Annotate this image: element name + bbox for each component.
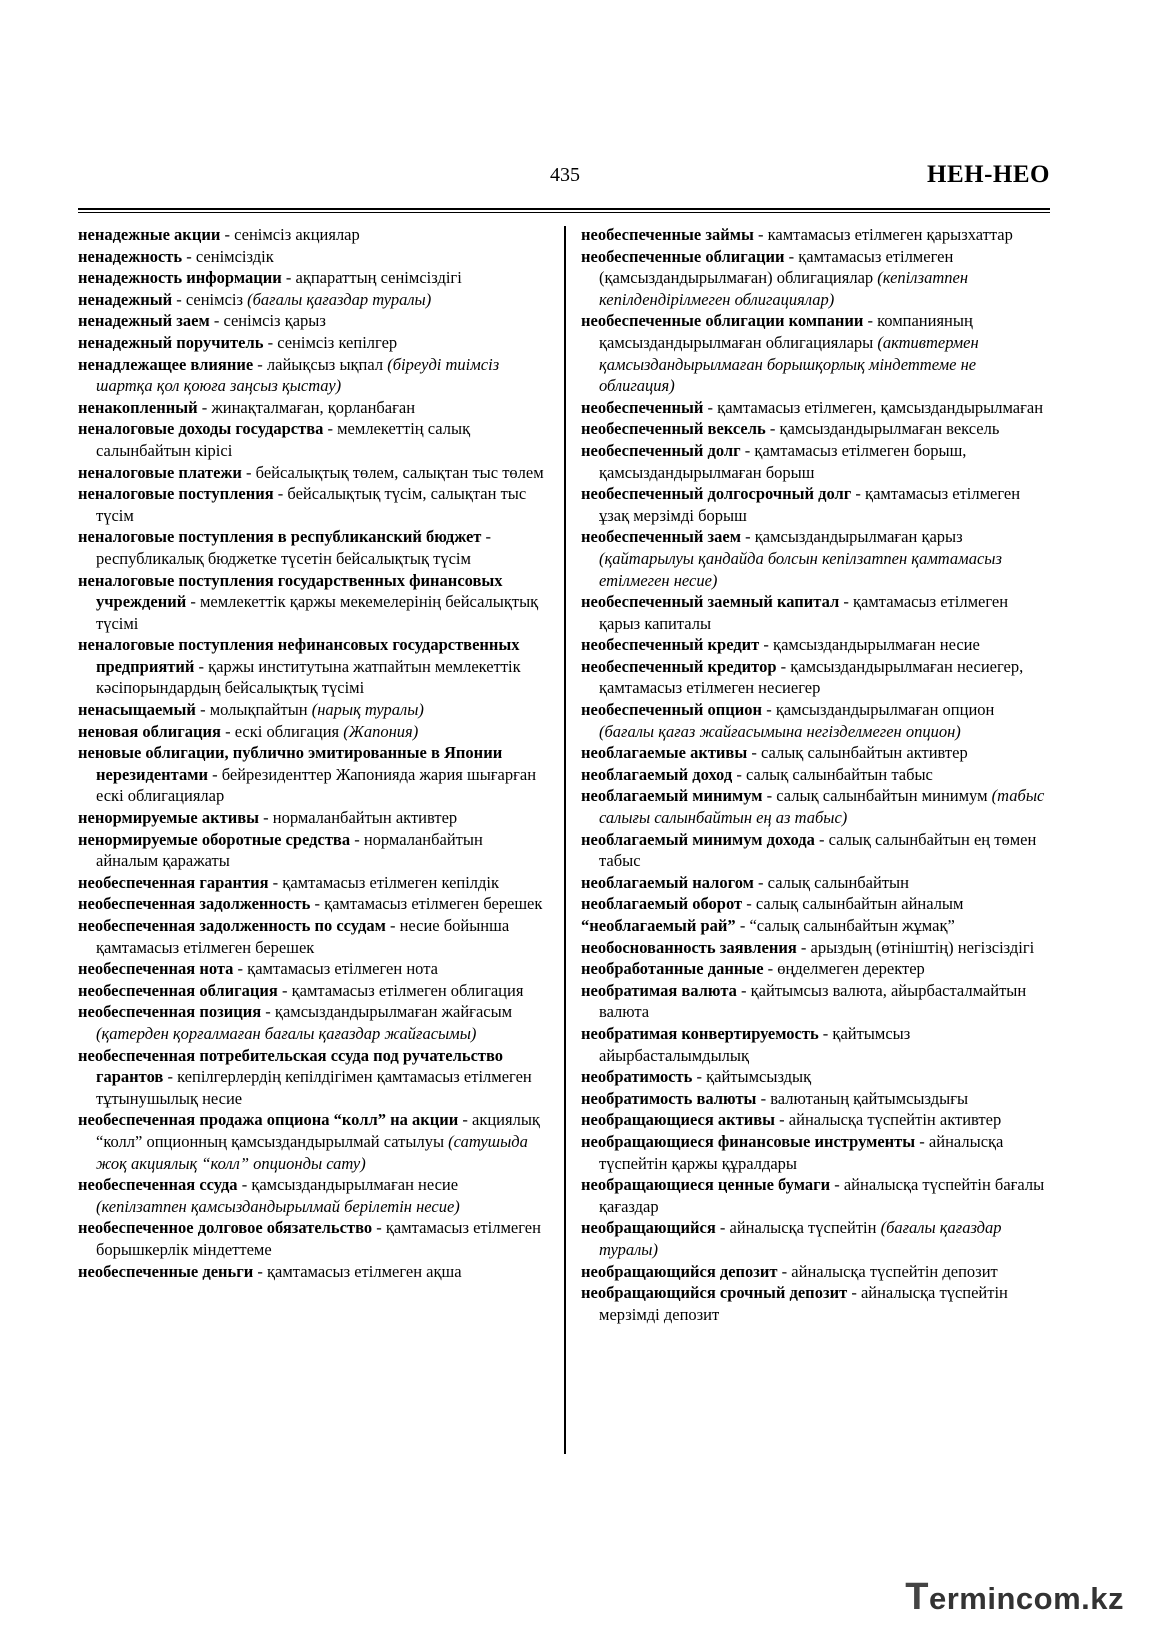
dictionary-entry: необратимая конвертируемость - қайтымсыз айырбасталымдылық xyxy=(581,1023,911,1065)
entry-term: ненадежность информации xyxy=(78,268,282,288)
entry-translation: валютаның қайтымсыздығы xyxy=(770,1088,969,1108)
dictionary-entry: необлагаемый оборот - салық салынбайтын айналым xyxy=(581,894,964,914)
dictionary-entry: неналоговые поступления государственных финансовых учреждений - мемлекеттік қаржы мекемелерінің бейсалықтық түсімі xyxy=(78,570,539,633)
entry-translation: арыздың (өтініштің) негізсіздігі xyxy=(810,937,1035,957)
entry-note: (табыс салығы салынбайтын ең аз табыс) xyxy=(599,786,1045,828)
entry-term: необработанные данные xyxy=(581,959,764,979)
entry-translation: салық салынбайтын активтер xyxy=(760,743,968,763)
dictionary-entry: необеспеченная облигация - қамтамасыз етілмеген облигация xyxy=(78,980,524,1000)
column-divider xyxy=(564,226,566,1454)
entry-term: необратимая валюта xyxy=(581,980,737,1000)
entry-translation: қамтамасыз етілмеген берешек xyxy=(324,894,543,914)
entry-term: неновые облигации, публично эмитированные в Японии нерезидентами xyxy=(78,743,503,784)
entry-note: (Жапония) xyxy=(343,721,419,741)
dictionary-entry: необработанные данные - өңделмеген деректер xyxy=(581,959,925,979)
entry-translation: нормаланбайтын айналым қаражаты xyxy=(96,829,483,871)
entry-term: неновая облигация xyxy=(78,721,221,741)
dictionary-entry: ненакопленный - жинақталмаған, қорланбаған xyxy=(78,397,416,417)
dictionary-entry: необращающиеся активы - айналысқа түспейтін активтер xyxy=(581,1110,1002,1130)
dictionary-entry: ненадежные акции - сенімсіз акциялар xyxy=(78,225,360,244)
header-rule xyxy=(78,208,1050,210)
dictionary-entry: ненадежный заем - сенімсіз қарыз xyxy=(78,311,326,331)
dictionary-entry: необращающиеся финансовые инструменты - айналысқа түспейтін қаржы құралдары xyxy=(581,1131,1004,1173)
entry-term: ненадежность xyxy=(78,246,183,266)
site-watermark xyxy=(905,1576,1124,1619)
entry-translation: сенімсіз қарыз xyxy=(223,311,326,331)
entry-term: ненадежный xyxy=(78,289,173,309)
entry-term: необеспеченный xyxy=(581,397,704,417)
dictionary-entry: необеспеченное долговое обязательство - қамтамасыз етілмеген борышкерлік міндеттеме xyxy=(78,1218,541,1259)
entry-note: (сатушыда жоқ акциялық “колл” опционды сату) xyxy=(96,1131,528,1173)
entry-term: необеспеченный кредит xyxy=(581,635,760,655)
dictionary-entry: неналоговые поступления в республиканский бюджет - республикалық бюджетке түсетін бейсалықтық түсім xyxy=(78,527,492,568)
entry-translation: қайтымсыз валюта, айырбасталмайтын валюта xyxy=(599,980,1027,1022)
entry-term: необеспеченный кредитор xyxy=(581,656,777,676)
entry-translation: салық салынбайтын минимум xyxy=(776,786,988,806)
entry-translation: қайтымсыз айырбасталымдылық xyxy=(599,1023,911,1065)
dictionary-entry: необеспеченный кредитор - қамсыздандырылмаған несиегер, қамтамасыз етілмеген несиегер xyxy=(581,656,1024,698)
dictionary-entry: необеспеченный долгосрочный долг - қамтамасыз етілмеген ұзақ мерзімді борыш xyxy=(581,484,1021,525)
entry-term: ненасыщаемый xyxy=(78,700,196,720)
entry-term: необеспеченная потребительская ссуда под ручательство гарантов xyxy=(78,1045,504,1087)
entry-translation: салық салынбайтын айналым xyxy=(755,894,964,914)
entry-translation: несие бойынша қамтамасыз етілмеген берешек xyxy=(96,916,510,957)
dictionary-entry: необеспеченная гарантия - қамтамасыз етілмеген кепілдік xyxy=(78,872,500,892)
entry-term: ненормируемые активы xyxy=(78,808,260,828)
entry-translation: қамтамасыз етілмеген ұзақ мерзімді борыш xyxy=(599,484,1021,525)
dictionary-entry: необратимость - қайтымсыздық xyxy=(581,1067,812,1087)
dictionary-entry: необеспеченные займы - камтамасыз етілмеген қарызхаттар xyxy=(581,225,1013,244)
watermark-letter: T xyxy=(905,1576,929,1618)
entry-term: неналоговые поступления государственных финансовых учреждений xyxy=(78,570,503,612)
entry-term: “необлагаемый рай” xyxy=(581,916,736,935)
entry-term: необеспеченный вексель xyxy=(581,419,766,439)
entry-translation: бейрезиденттер Жапонияда жария шығарған ескі облигациялар xyxy=(96,764,537,806)
section-title: НЕН-НЕО xyxy=(927,161,1050,188)
entry-term: неналоговые поступления в республиканский бюджет xyxy=(78,527,482,547)
entry-translation: кепілгерлердің кепілдігімен қамтамасыз етілмеген тұтынушылық несие xyxy=(96,1067,532,1108)
header-rule-thin xyxy=(78,212,1050,213)
entry-translation: қамтамасыз етілмеген борышкерлік міндеттеме xyxy=(96,1218,541,1259)
entry-term: необращающийся депозит xyxy=(581,1261,778,1281)
entry-translation: қамсыздандырылмаған қарыз xyxy=(754,527,963,547)
entry-translation: қамтамасыз етілмеген облигация xyxy=(291,980,524,1000)
entry-translation: молықпайтын xyxy=(209,700,308,720)
entry-note: (активтермен қамсыздандырылмаған борышқорлық міндеттеме не облигация) xyxy=(599,332,979,396)
dictionary-entry: необеспеченный опцион - қамсыздандырылмаған опцион (бағалы қағаз жайғасымына негізделмеген опцион) xyxy=(581,700,995,741)
entry-term: необеспеченные займы xyxy=(581,225,754,244)
entry-term: необеспеченная облигация xyxy=(78,980,278,1000)
dictionary-entry: необратимая валюта - қайтымсыз валюта, айырбасталмайтын валюта xyxy=(581,980,1027,1022)
entry-term: необращающиеся активы xyxy=(581,1110,776,1130)
entry-note: (бағалы қағаз жайғасымына негізделмеген опцион) xyxy=(599,721,961,741)
entry-translation: камтамасыз етілмеген қарызхаттар xyxy=(767,225,1013,244)
entry-term: неналоговые доходы государства xyxy=(78,419,324,439)
entry-note: (нарық туралы) xyxy=(311,700,424,720)
dictionary-entry: необращающиеся ценные бумаги - айналысқа түспейтін бағалы қағаздар xyxy=(581,1175,1045,1216)
entry-translation: айналысқа түспейтін қаржы құралдары xyxy=(599,1131,1004,1173)
entry-translation: салық салынбайтын табыс xyxy=(745,764,933,784)
entry-translation: қамсыздандырылмаған жайғасым xyxy=(274,1002,513,1022)
entry-note: (қайтарылуы қандайда болсын кепілзатпен қамтамасыз етілмеген несие) xyxy=(599,548,1002,590)
entry-term: неналоговые платежи xyxy=(78,462,242,482)
dictionary-entry: необращающийся депозит - айналысқа түспейтін депозит xyxy=(581,1261,998,1281)
dictionary-entry: ненадежность - сенімсіздік xyxy=(78,246,274,266)
entry-term: необращающийся xyxy=(581,1218,716,1238)
dictionary-entry: необеспеченная ссуда - қамсыздандырылмаған несие (кепілзатпен қамсыздандырылмай берілетін несие) xyxy=(78,1175,460,1216)
entry-term: ненадежные акции xyxy=(78,225,221,244)
dictionary-entry: необеспеченная потребительская ссуда под ручательство гарантов - кепілгерлердің кепілдігімен қамтамасыз етілмеген тұтынушылық несие xyxy=(78,1045,532,1108)
entry-term: необратимость xyxy=(581,1067,693,1087)
entry-translation: қайтымсыздық xyxy=(706,1067,812,1087)
entry-translation: лайықсыз ықпал xyxy=(266,354,384,374)
dictionary-entry: необеспеченные облигации компании - компанияның қамсыздандырылмаған облигациялары (активтермен қамсыздандырылмаған борышқорлық міндеттеме не облигация) xyxy=(581,311,979,396)
dictionary-entry: неновые облигации, публично эмитированные в Японии нерезидентами - бейрезиденттер Жапонияда жария шығарған ескі облигациялар xyxy=(78,743,537,806)
entry-translation: бейсалықтық төлем, салықтан тыс төлем xyxy=(255,462,544,482)
dictionary-entry: необращающийся - айналысқа түспейтін (бағалы қағаздар туралы) xyxy=(581,1218,1002,1259)
entry-translation: “салық салынбайтын жұмақ” xyxy=(749,916,955,935)
entry-translation: айналысқа түспейтін мерзімді депозит xyxy=(599,1283,1008,1324)
entry-translation: қамтамасыз етілмеген борыш, қамсыздандырылмаған борыш xyxy=(599,440,967,482)
entry-term: необеспеченные деньги xyxy=(78,1261,254,1281)
dictionary-entry: необеспеченный заемный капитал - қамтамасыз етілмеген қарыз капиталы xyxy=(581,592,1009,633)
entry-term: необеспеченный заемный капитал xyxy=(581,592,840,612)
entry-translation: компанияның қамсыздандырылмаған облигациялары xyxy=(599,311,973,352)
entry-translation: мемлекеттік қаржы мекемелерінің бейсалықтық түсімі xyxy=(96,592,539,633)
dictionary-entry: необеспеченная задолженность по ссудам - несие бойынша қамтамасыз етілмеген берешек xyxy=(78,916,510,957)
entry-translation: мемлекеттің салық салынбайтын кірісі xyxy=(96,419,471,460)
entry-term: необеспеченные облигации компании xyxy=(581,311,864,331)
dictionary-entry: необлагаемый минимум дохода - салық салынбайтын ең төмен табыс xyxy=(581,829,1037,871)
right-column xyxy=(581,224,1051,1325)
entry-term: необращающиеся финансовые инструменты xyxy=(581,1131,916,1151)
entry-term: необеспеченный долгосрочный долг xyxy=(581,484,852,504)
dictionary-entry: необлагаемый налогом - салық салынбайтын xyxy=(581,872,909,892)
dictionary-entry: неналоговые поступления - бейсалықтық түсім, салықтан тыс түсім xyxy=(78,484,527,525)
page-number: 435 xyxy=(550,164,580,186)
dictionary-entry: необеспеченная продажа опциона “колл” на акции - акциялық “колл” опционның қамсыздандырылмай сатылуы (сатушыда жоқ акциялық “колл” опционды сату) xyxy=(78,1110,540,1173)
entry-term: необеспеченная задолженность xyxy=(78,894,311,914)
entry-translation: ақпараттың сенімсіздігі xyxy=(295,268,462,288)
entry-translation: қамсыздандырылмаған опцион xyxy=(775,700,995,720)
dictionary-entry: неналоговые доходы государства - мемлекеттің салық салынбайтын кірісі xyxy=(78,419,471,460)
entry-translation: сенімсіз кепілгер xyxy=(277,332,398,352)
entry-term: необлагаемый минимум xyxy=(581,786,763,806)
dictionary-entry: необеспеченный кредит - қамсыздандырылмаған несие xyxy=(581,635,980,655)
dictionary-entry: необеспеченный - қамтамасыз етілмеген, қамсыздандырылмаған xyxy=(581,397,1044,417)
entry-translation: қамтамасыз етілмеген нота xyxy=(247,959,438,979)
entry-translation: қамтамасыз етілмеген кепілдік xyxy=(282,872,500,892)
entry-translation: акциялық “колл” опционның қамсыздандырылмай сатылуы xyxy=(96,1110,540,1151)
entry-term: ненадежный поручитель xyxy=(78,332,264,352)
entry-translation: қамсыздандырылмаған вексель xyxy=(779,419,1000,439)
entry-translation: жинақталмаған, қорланбаған xyxy=(211,397,416,417)
entry-note: (бағалы қағаздар туралы) xyxy=(247,289,432,309)
entry-term: необеспеченный долг xyxy=(581,440,741,460)
entry-term: необеспеченная позиция xyxy=(78,1002,262,1022)
entry-term: неналоговые поступления xyxy=(78,484,274,504)
entry-translation: нормаланбайтын активтер xyxy=(272,808,458,828)
entry-term: необратимая конвертируемость xyxy=(581,1023,819,1043)
entry-translation: қамсыздандырылмаған несие xyxy=(773,635,980,655)
entry-term: необеспеченный заем xyxy=(581,527,741,547)
entry-translation: қамтамасыз етілмеген ақша xyxy=(267,1261,462,1281)
entry-translation: сенімсіздік xyxy=(195,246,274,266)
dictionary-entry: необеспеченный заем - қамсыздандырылмаған қарыз (қайтарылуы қандайда болсын кепілзатпен қамтамасыз етілмеген несие) xyxy=(581,527,1002,590)
entry-term: необратимость валюты xyxy=(581,1088,757,1108)
entry-translation: салық салынбайтын xyxy=(767,872,909,892)
dictionary-entry: ненадлежащее влияние - лайықсыз ықпал (біреуді тиімсіз шартқа қол қоюға заңсыз қыстау) xyxy=(78,354,500,396)
dictionary-entry: необратимость валюты - валютаның қайтымсыздығы xyxy=(581,1088,969,1108)
entry-note: (бағалы қағаздар туралы) xyxy=(599,1218,1002,1259)
entry-translation: айналысқа түспейтін xyxy=(729,1218,877,1238)
dictionary-entry: необеспеченный долг - қамтамасыз етілмеген борыш, қамсыздандырылмаған борыш xyxy=(581,440,967,482)
entry-term: необращающиеся ценные бумаги xyxy=(581,1175,831,1195)
entry-term: необеспеченная продажа опциона “колл” на акции xyxy=(78,1110,459,1130)
entry-translation: қамтамасыз етілмеген (қамсыздандырылмаған) облигациялар xyxy=(599,246,954,288)
dictionary-entry: необлагаемый доход - салық салынбайтын табыс xyxy=(581,764,933,784)
entry-term: необеспеченный опцион xyxy=(581,700,763,720)
dictionary-entry: ненадежный поручитель - сенімсіз кепілгер xyxy=(78,332,398,352)
dictionary-entry: “необлагаемый рай” - “салық салынбайтын жұмақ” xyxy=(581,916,955,935)
entry-term: необеспеченная задолженность по ссудам xyxy=(78,916,386,935)
dictionary-entry: необеспеченная задолженность - қамтамасыз етілмеген берешек xyxy=(78,894,543,914)
entry-translation: қаржы институтына жатпайтын мемлекеттік кәсіпорындардың бейсалықтық түсімі xyxy=(96,656,521,698)
entry-term: необлагаемый доход xyxy=(581,764,733,784)
dictionary-entry: необоснованность заявления - арыздың (өтініштің) негізсіздігі xyxy=(581,937,1035,957)
entry-term: необоснованность заявления xyxy=(581,937,797,957)
entry-term: необеспеченная гарантия xyxy=(78,872,269,892)
entry-translation: қамтамасыз етілмеген қарыз капиталы xyxy=(599,592,1009,633)
dictionary-entry: ненасыщаемый - молықпайтын (нарық туралы) xyxy=(78,700,424,720)
dictionary-entry: необеспеченные облигации - қамтамасыз етілмеген (қамсыздандырылмаған) облигациялар (кепілзатпен кепілдендірілмеген облигациялар) xyxy=(581,246,968,309)
dictionary-entry: неналоговые поступления нефинансовых государственных предприятий - қаржы институтына жатпайтын мемлекеттік кәсіпорындардың бейсалықтық түсімі xyxy=(78,635,521,698)
entry-translation: айналысқа түспейтін депозит xyxy=(791,1261,998,1281)
entry-term: необеспеченные облигации xyxy=(581,246,785,266)
dictionary-entry: необеспеченная нота - қамтамасыз етілмеген нота xyxy=(78,959,438,979)
entry-term: ненормируемые оборотные средства xyxy=(78,829,351,849)
entry-term: необеспеченная ссуда xyxy=(78,1175,238,1195)
entry-term: необлагаемый налогом xyxy=(581,872,754,892)
entry-translation: сенімсіз xyxy=(185,289,244,309)
dictionary-entry: необеспеченные деньги - қамтамасыз етілмеген ақша xyxy=(78,1261,462,1281)
dictionary-entry: необращающийся срочный депозит - айналысқа түспейтін мерзімді депозит xyxy=(581,1283,1008,1324)
entry-translation: қамсыздандырылмаған несие xyxy=(251,1175,459,1195)
left-column xyxy=(78,224,548,1282)
dictionary-entry: ненадежность информации - ақпараттың сенімсіздігі xyxy=(78,268,462,288)
entry-term: неналоговые поступления нефинансовых государственных предприятий xyxy=(78,635,520,676)
dictionary-entry: неновая облигация - ескі облигация (Жапония) xyxy=(78,721,419,741)
watermark-text: ermincom.kz xyxy=(928,1581,1124,1616)
entry-translation: өңделмеген деректер xyxy=(777,959,925,979)
dictionary-entry: ненормируемые оборотные средства - нормаланбайтын айналым қаражаты xyxy=(78,829,483,871)
entry-translation: бейсалықтық түсім, салықтан тыс түсім xyxy=(96,484,527,525)
entry-term: ненадлежащее влияние xyxy=(78,354,254,374)
entry-note: (кепілзатпен қамсыздандырылмай берілетін несие) xyxy=(96,1196,460,1216)
entry-term: ненакопленный xyxy=(78,397,198,417)
entry-translation: айналысқа түспейтін активтер xyxy=(788,1110,1002,1130)
entry-term: необлагаемые активы xyxy=(581,743,748,763)
dictionary-entry: необлагаемые активы - салық салынбайтын активтер xyxy=(581,743,968,763)
dictionary-entry: необеспеченный вексель - қамсыздандырылмаған вексель xyxy=(581,419,1000,439)
entry-note: (біреуді тиімсіз шартқа қол қоюға заңсыз қыстау) xyxy=(96,354,500,396)
entry-note: (қатерден қорғалмаған бағалы қағаздар жайғасымы) xyxy=(96,1023,477,1043)
entry-term: необращающийся срочный депозит xyxy=(581,1283,848,1303)
entry-term: необеспеченная нота xyxy=(78,959,234,979)
entry-translation: айналысқа түспейтін бағалы қағаздар xyxy=(599,1175,1045,1216)
entry-translation: қамсыздандырылмаған несиегер, қамтамасыз етілмеген несиегер xyxy=(599,656,1024,698)
dictionary-entry: ненадежный - сенімсіз (бағалы қағаздар туралы) xyxy=(78,289,432,309)
entry-translation: ескі облигация xyxy=(234,721,340,741)
entry-translation: қамтамасыз етілмеген, қамсыздандырылмаған xyxy=(717,397,1044,417)
entry-term: необеспеченное долговое обязательство xyxy=(78,1218,373,1238)
entry-note: (кепілзатпен кепілдендірілмеген облигациялар) xyxy=(599,268,968,309)
entry-translation: салық салынбайтын ең төмен табыс xyxy=(599,829,1037,871)
entry-term: необлагаемый минимум дохода xyxy=(581,829,815,849)
dictionary-entry: необеспеченная позиция - қамсыздандырылмаған жайғасым (қатерден қорғалмаған бағалы қағаздар жайғасымы) xyxy=(78,1002,513,1043)
dictionary-entry: ненормируемые активы - нормаланбайтын активтер xyxy=(78,808,458,828)
entry-translation: республикалық бюджетке түсетін бейсалықтық түсім xyxy=(96,548,471,568)
entry-term: ненадежный заем xyxy=(78,311,210,331)
entry-term: необлагаемый оборот xyxy=(581,894,743,914)
dictionary-entry: необлагаемый минимум - салық салынбайтын минимум (табыс салығы салынбайтын ең аз табыс) xyxy=(581,786,1045,828)
dictionary-entry: неналоговые платежи - бейсалықтық төлем, салықтан тыс төлем xyxy=(78,462,544,482)
entry-translation: сенімсіз акциялар xyxy=(234,225,360,244)
